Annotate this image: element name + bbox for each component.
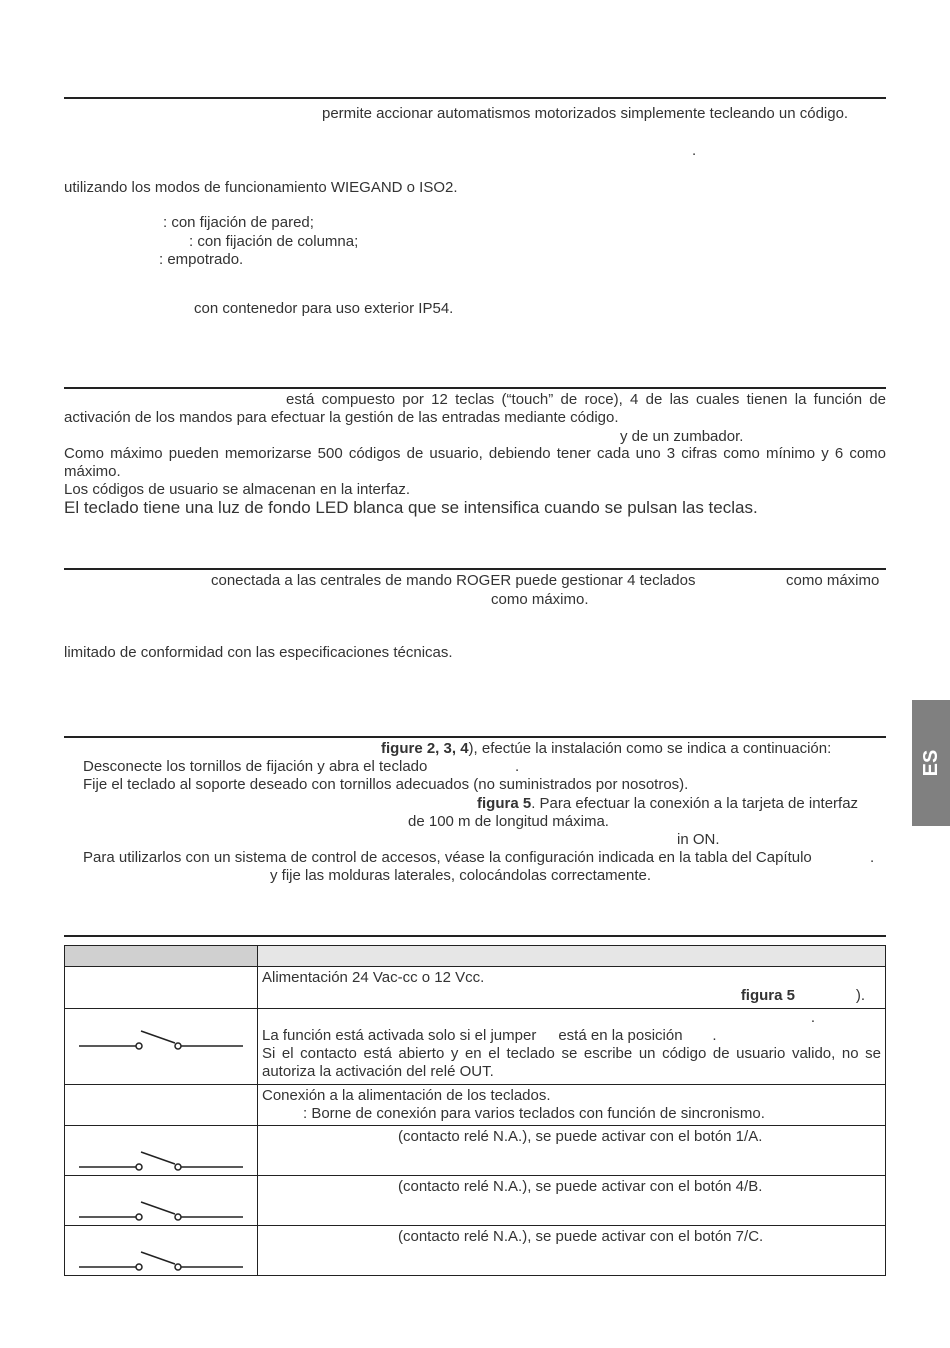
model-outdoor: con contenedor para uso exterior IP54. bbox=[194, 300, 454, 317]
terminal-table bbox=[64, 945, 886, 1276]
install-step-1-end: . bbox=[515, 758, 520, 775]
model-wall: : con fijación de pared; bbox=[163, 214, 314, 231]
table-header-description bbox=[258, 946, 886, 967]
desc-line-4: Como máximo pueden memorizarse 500 códigos de usuario, debiendo tener cada uno 3 cifras como mínimo y 6 como bbox=[64, 445, 886, 462]
model-flush: : empotrado. bbox=[159, 251, 244, 268]
table-header-row bbox=[65, 946, 886, 967]
section-rule-4 bbox=[64, 736, 886, 738]
compat-line-1a: conectada a las centrales de mando ROGER puede gestionar 4 teclados bbox=[211, 572, 696, 589]
description-cell bbox=[258, 1009, 886, 1085]
compat-line-2: como máximo. bbox=[491, 591, 589, 608]
desc-line-7: El teclado tiene una luz de fondo LED blanca que se intensifica cuando se pulsan las teclas. bbox=[64, 498, 758, 517]
desc-line-5: máximo. bbox=[64, 463, 121, 480]
figure-5-ref: figura 5 bbox=[477, 795, 532, 812]
terminal-cell bbox=[65, 967, 258, 1009]
section-rule-3 bbox=[64, 568, 886, 570]
description-cell bbox=[258, 967, 886, 1009]
row4-text: (contacto relé N.A.), se puede activar con el botón 1/A. bbox=[398, 1128, 763, 1145]
row2-a: La función está activada solo si el jumper bbox=[262, 1027, 537, 1044]
row3-line-a: Conexión a la alimentación de los teclados. bbox=[262, 1087, 551, 1104]
install-line-1-text: ), efectúe la instalación como se indica a continuación: bbox=[468, 740, 832, 757]
terminal-cell bbox=[65, 1226, 258, 1276]
install-step-4: in ON. bbox=[677, 831, 720, 848]
row1-figure-ref: figura 5 bbox=[740, 987, 795, 1004]
section-rule-2 bbox=[64, 387, 886, 389]
desc-line-1: está compuesto por 12 teclas (“touch” de roce), 4 de las cuales tienen la función de bbox=[286, 391, 886, 408]
install-step-3-text: . Para efectuar la conexión a la tarjeta de interfaz bbox=[531, 795, 859, 812]
row2-line-c: Si el contacto está abierto y en el teclado se escribe un código de usuario valido, no se bbox=[262, 1045, 881, 1062]
row2-dot: . bbox=[810, 1009, 815, 1026]
description-cell bbox=[258, 1176, 886, 1226]
row6-text: (contacto relé N.A.), se puede activar con el botón 7/C. bbox=[398, 1228, 764, 1245]
install-step-5-end: . bbox=[870, 849, 875, 866]
table-row bbox=[65, 967, 886, 1009]
install-step-2: Fije el teclado al soporte deseado con tornillos adecuados (no suministrados por nosotros). bbox=[83, 776, 689, 793]
no-contact-symbol-icon bbox=[79, 1148, 243, 1172]
table-row bbox=[65, 1176, 886, 1226]
terminal-cell bbox=[65, 1176, 258, 1226]
desc-line-2: activación de los mandos para efectuar la gestión de las entradas mediante código. bbox=[64, 409, 619, 426]
description-cell bbox=[258, 1126, 886, 1176]
table-row bbox=[65, 1085, 886, 1126]
compat-line-1b: como máximo bbox=[786, 572, 880, 589]
install-step-5: Para utilizarlos con un sistema de control de accesos, véase la configuración indicada en la tabla del Capítulo bbox=[83, 849, 812, 866]
description-cell bbox=[258, 1226, 886, 1276]
row2-line-d: autoriza la activación del relé OUT. bbox=[262, 1063, 494, 1080]
section-rule-1 bbox=[64, 97, 886, 99]
install-line-1 bbox=[381, 740, 831, 758]
row2-line-a bbox=[262, 1027, 881, 1045]
row5-text: (contacto relé N.A.), se puede activar con el botón 4/B. bbox=[398, 1178, 763, 1195]
install-step-6: y fije las molduras laterales, colocándolas correctamente. bbox=[270, 867, 652, 884]
table-row bbox=[65, 1226, 886, 1276]
intro-line-1: permite accionar automatismos motorizados simplemente tecleando un código. bbox=[322, 105, 849, 122]
description-cell bbox=[258, 1085, 886, 1126]
desc-line-3: y de un zumbador. bbox=[620, 428, 744, 445]
language-tab bbox=[912, 700, 950, 826]
figure-ref: figure 2, 3, 4 bbox=[381, 740, 469, 757]
row1-figure bbox=[262, 987, 881, 1005]
intro-line-3: utilizando los modos de funcionamiento WIEGAND o ISO2. bbox=[64, 179, 458, 196]
no-contact-symbol-icon bbox=[79, 1198, 243, 1222]
table-top-rule bbox=[64, 935, 886, 937]
compat-line-3: limitado de conformidad con las especificaciones técnicas. bbox=[64, 644, 453, 661]
language-tab-label: ES bbox=[920, 749, 942, 777]
no-contact-symbol-icon bbox=[79, 1248, 243, 1272]
row2-b-end: . bbox=[712, 1027, 717, 1044]
install-step-3 bbox=[477, 795, 858, 813]
intro-dot: . bbox=[692, 142, 697, 159]
install-step-3b: de 100 m de longitud máxima. bbox=[408, 813, 609, 830]
row3-line-b: : Borne de conexión para varios teclados con función de sincronismo. bbox=[303, 1105, 765, 1122]
terminal-cell bbox=[65, 1009, 258, 1085]
table-row bbox=[65, 1126, 886, 1176]
row1-text: Alimentación 24 Vac-cc o 12 Vcc. bbox=[262, 969, 485, 986]
terminal-cell bbox=[65, 1126, 258, 1176]
table-header-terminal bbox=[65, 946, 258, 967]
nc-contact-symbol-icon bbox=[79, 1027, 243, 1051]
desc-line-6: Los códigos de usuario se almacenan en la interfaz. bbox=[64, 481, 411, 498]
table-row bbox=[65, 1009, 886, 1085]
install-step-1: Desconecte los tornillos de fijación y abra el teclado bbox=[83, 758, 428, 775]
row1-end: ). bbox=[855, 987, 865, 1004]
row2-b: está en la posición bbox=[558, 1027, 683, 1044]
model-column: : con fijación de columna; bbox=[189, 233, 359, 250]
terminal-cell bbox=[65, 1085, 258, 1126]
